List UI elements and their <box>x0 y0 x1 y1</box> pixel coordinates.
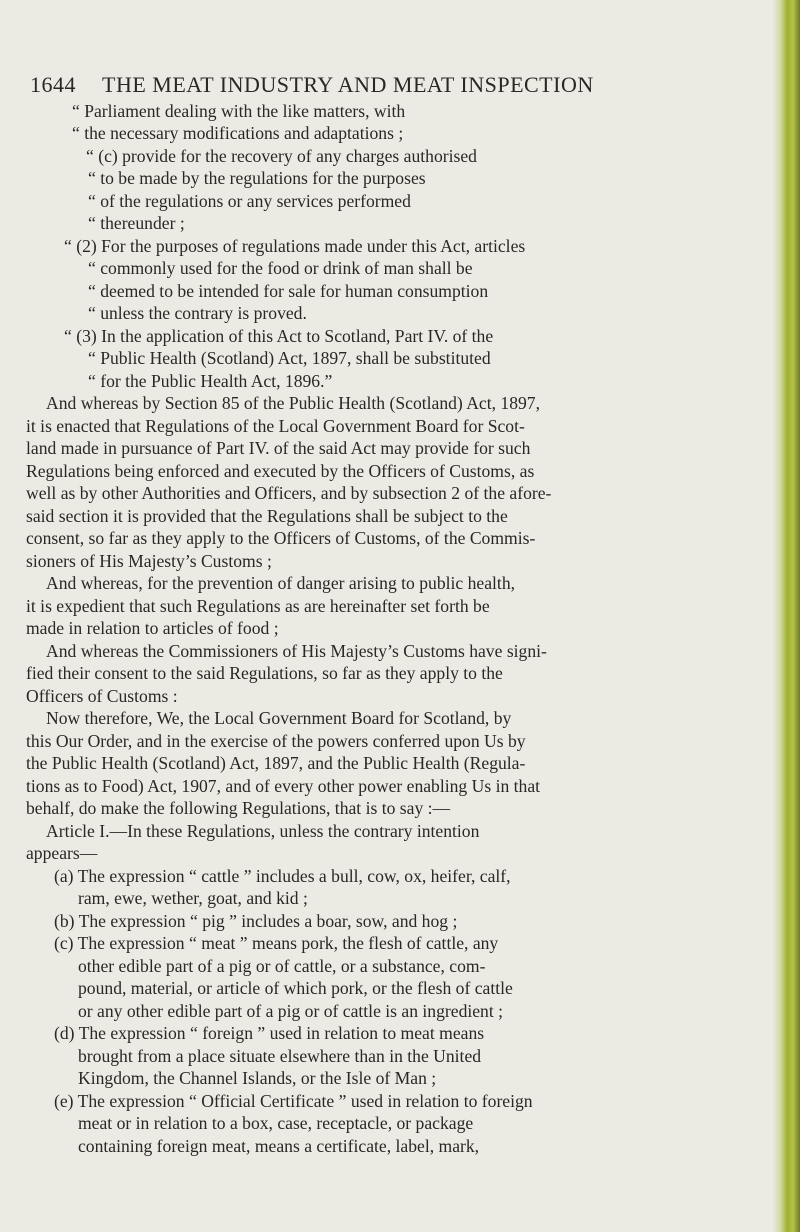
text-line: Now therefore, We, the Local Government Board for Scotland, by <box>46 708 512 728</box>
text-line: consent, so far as they apply to the Officers of Customs, of the Commis- <box>26 528 536 548</box>
text-line: “ commonly used for the food or drink of man shall be <box>88 258 473 278</box>
text-line: “ unless the contrary is proved. <box>88 303 307 323</box>
text-line: brought from a place situate elsewhere than in the United <box>78 1046 482 1066</box>
text-line: meat or in relation to a box, case, receptacle, or package <box>78 1113 474 1133</box>
text-line: “ for the Public Health Act, 1896.” <box>88 371 333 391</box>
text-line: “ thereunder ; <box>88 213 185 233</box>
text-line: well as by other Authorities and Officers, and by subsection 2 of the afore- <box>26 483 552 503</box>
text-line: “ (2) For the purposes of regulations made under this Act, articles <box>64 236 526 256</box>
text-line: the Public Health (Scotland) Act, 1897, and the Public Health (Regula- <box>26 753 526 773</box>
text-line: appears— <box>26 843 98 863</box>
text-line: (a) The expression “ cattle ” includes a bull, cow, ox, heifer, calf, <box>54 866 511 886</box>
text-line: fied their consent to the said Regulations, so far as they apply to the <box>26 663 503 683</box>
text-line: containing foreign meat, means a certificate, label, mark, <box>78 1136 480 1156</box>
page-header <box>30 72 730 98</box>
text-line: behalf, do make the following Regulations, that is to say :— <box>26 798 451 818</box>
text-line: other edible part of a pig or of cattle, or a substance, com- <box>78 956 486 976</box>
text-line: it is enacted that Regulations of the Local Government Board for Scot- <box>26 416 525 436</box>
running-head: THE MEAT INDUSTRY AND MEAT INSPECTION <box>102 72 594 97</box>
text-line: (c) The expression “ meat ” means pork, the flesh of cattle, any <box>54 933 499 953</box>
text-line: “ (3) In the application of this Act to Scotland, Part IV. of the <box>64 326 494 346</box>
text-line: “ Parliament dealing with the like matters, with <box>72 101 406 121</box>
text-line: (d) The expression “ foreign ” used in relation to meat means <box>54 1023 485 1043</box>
page-number: 1644 <box>30 72 76 97</box>
text-line: And whereas, for the prevention of danger arising to public health, <box>46 573 516 593</box>
text-line: Officers of Customs : <box>26 686 178 706</box>
text-line: pound, material, or article of which pork, or the flesh of cattle <box>78 978 513 998</box>
text-line: said section it is provided that the Regulations shall be subject to the <box>26 506 508 526</box>
text-line: land made in pursuance of Part IV. of the said Act may provide for such <box>26 438 531 458</box>
text-line: made in relation to articles of food ; <box>26 618 279 638</box>
text-line: Kingdom, the Channel Islands, or the Isle of Man ; <box>78 1068 437 1088</box>
text-line: “ the necessary modifications and adaptations ; <box>72 123 404 143</box>
text-line: it is expedient that such Regulations as are hereinafter set forth be <box>26 596 490 616</box>
text-line: tions as to Food) Act, 1907, and of every other power enabling Us in that <box>26 776 541 796</box>
text-line: “ to be made by the regulations for the purposes <box>88 168 426 188</box>
text-line: ram, ewe, wether, goat, and kid ; <box>78 888 308 908</box>
text-line: And whereas by Section 85 of the Public Health (Scotland) Act, 1897, <box>46 393 540 413</box>
text-line: (e) The expression “ Official Certificate ” used in relation to foreign <box>54 1091 533 1111</box>
text-line: “ Public Health (Scotland) Act, 1897, shall be substituted <box>88 348 491 368</box>
text-line: Article I.—In these Regulations, unless the contrary intention <box>46 821 480 841</box>
text-line: (b) The expression “ pig ” includes a boar, sow, and hog ; <box>54 911 458 931</box>
text-line: “ (c) provide for the recovery of any charges authorised <box>86 146 477 166</box>
text-line: “ deemed to be intended for sale for human consumption <box>88 281 489 301</box>
text-line: this Our Order, and in the exercise of the powers conferred upon Us by <box>26 731 526 751</box>
text-line: Regulations being enforced and executed by the Officers of Customs, as <box>26 461 535 481</box>
text-line: sioners of His Majesty’s Customs ; <box>26 551 272 571</box>
text-line: And whereas the Commissioners of His Majesty’s Customs have signi- <box>46 641 547 661</box>
page-edge <box>772 0 800 1232</box>
text-line: or any other edible part of a pig or of cattle is an ingredient ; <box>78 1001 504 1021</box>
text-line: “ of the regulations or any services performed <box>88 191 411 211</box>
